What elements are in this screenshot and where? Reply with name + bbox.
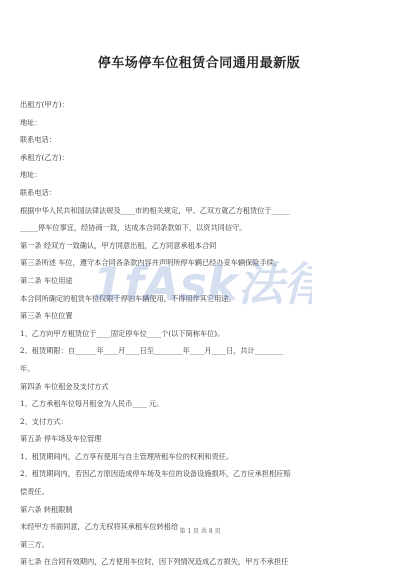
body-line: 偿责任。 bbox=[20, 488, 49, 497]
body-line: 第三方。 bbox=[20, 540, 49, 549]
body-line: 第七条 在合同有效期内，乙方使用车位时，因下列情况造成乙方损失，甲方不承担任 bbox=[20, 558, 289, 566]
body-line: 第二条 车位用途 bbox=[20, 276, 73, 285]
page-footer: 第 1 页 共 8 页 bbox=[179, 528, 221, 535]
body-line: 地址： bbox=[20, 171, 42, 180]
body-line: _____停车位事宜，经协商一致，达成本合同条款如下，以资共同信守。 bbox=[20, 224, 247, 233]
body-line: 1、乙方承租车位每月租金为人民币____ 元。 bbox=[20, 400, 164, 409]
body-line: 第一条 经双方一致确认，甲方同意出租，乙方同意承租本合同 bbox=[20, 241, 217, 250]
body-line: 地址： bbox=[20, 118, 42, 127]
body-line: 出租方(甲方)： bbox=[20, 101, 69, 109]
body-line: 年。 bbox=[20, 364, 35, 373]
body-line: 承租方(乙方)： bbox=[20, 153, 69, 162]
body-line: 第三条 车位位置 bbox=[20, 312, 73, 321]
document-title: 停车场停车位租赁合同通用最新版 bbox=[97, 56, 301, 71]
body-line: 1、租赁期间内，乙方享有使用与自主管理所租车位的权利和责任。 bbox=[20, 452, 234, 461]
body-line: 1、乙方向甲方租赁位于____固定停车位____个(以下简称车位)。 bbox=[20, 329, 225, 338]
body-line: 本合同所确定的租赁车位仅限于停泊车辆使用，不得用作其它用途。 bbox=[20, 294, 236, 303]
body-line: 2、租赁期间内，若因乙方原因造成停车场及车位的设备设施损坏，乙方应承担相应赔 bbox=[20, 470, 291, 479]
body-line: 第五条 停车场及车位管理 bbox=[20, 435, 102, 444]
document-body bbox=[20, 101, 378, 566]
svg-text:1fAsk法律网: 1fAsk法 bbox=[92, 257, 284, 311]
body-line: 联系电话： bbox=[20, 188, 56, 197]
body-line: 联系电话： bbox=[20, 136, 56, 145]
body-line: 2、租赁期限：自______年____月____日至________年____月____日，共计________ bbox=[20, 347, 284, 356]
body-line: 未经甲方书面同意，乙方无权将其承租车位转租给 bbox=[20, 523, 179, 532]
body-line: 第四条 车位租金及支付方式 bbox=[20, 382, 109, 391]
body-line: 第六条 转租限制 bbox=[20, 505, 73, 514]
body-line: 根据中华人民共和国法律法规及____市的相关规定，甲、乙双方就乙方租赁位于_____ bbox=[20, 206, 290, 215]
body-line: 第三条所述 车位，遵守本合同各条款内容并声明所停车辆已经办妥车辆保险手续。 bbox=[20, 259, 282, 268]
body-line: 2、支付方式： bbox=[20, 417, 68, 426]
